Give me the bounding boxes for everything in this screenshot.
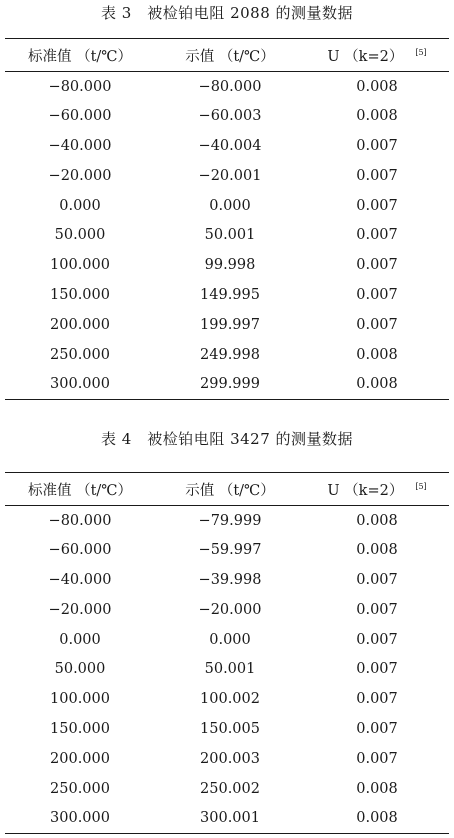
table3: [5, 38, 449, 400]
table3-header-uncertainty-label: U （k=2）: [327, 48, 404, 65]
table-row: [5, 280, 449, 310]
uncertainty-value-cell: 0.007: [356, 316, 398, 333]
table3-body: [5, 72, 449, 400]
table-row: [5, 684, 449, 714]
table4-header-display: 示值 （t/℃）: [155, 473, 305, 506]
uncertainty-value-cell: 0.007: [356, 601, 398, 618]
display-value-cell: 50.001: [204, 227, 256, 244]
table4: [5, 472, 449, 834]
uncertainty-value-cell: 0.008: [305, 369, 449, 399]
display-value-cell: 200.003: [200, 750, 260, 767]
table3-header-standard: 标准值 （t/℃）: [5, 39, 155, 72]
table-row: [5, 369, 449, 399]
display-value-cell: 300.001: [155, 803, 305, 833]
uncertainty-value-cell: 0.007: [356, 720, 398, 737]
standard-value-cell: 100.000: [50, 691, 110, 708]
standard-value-cell: −80.000: [48, 78, 112, 95]
display-value-cell: 0.000: [209, 631, 251, 648]
table4-header-ref: [5]: [415, 481, 427, 491]
display-value-cell: 50.001: [204, 661, 256, 678]
uncertainty-value-cell: 0.007: [356, 750, 398, 767]
display-value-cell: 250.002: [200, 780, 260, 797]
table-row: [5, 220, 449, 250]
display-value-cell: −59.997: [198, 542, 262, 559]
table4-header-uncertainty: [305, 473, 449, 506]
display-value-cell: −39.998: [198, 571, 262, 588]
table4-header-standard: 标准值 （t/℃）: [5, 473, 155, 506]
table3-header-display: 示值 （t/℃）: [155, 39, 305, 72]
table-row: [5, 774, 449, 804]
table-row: [5, 535, 449, 565]
standard-value-cell: −20.000: [48, 167, 112, 184]
uncertainty-value-cell: 0.008: [356, 78, 398, 95]
standard-value-cell: 150.000: [50, 286, 110, 303]
display-value-cell: −20.000: [198, 601, 262, 618]
standard-value-cell: 100.000: [50, 257, 110, 274]
display-value-cell: 100.002: [200, 691, 260, 708]
standard-value-cell: 250.000: [50, 780, 110, 797]
table-row: [5, 803, 449, 833]
uncertainty-value-cell: 0.008: [356, 542, 398, 559]
table-row: [5, 131, 449, 161]
display-value-cell: 99.998: [204, 257, 256, 274]
uncertainty-value-cell: 0.008: [356, 780, 398, 797]
display-value-cell: 249.998: [200, 346, 260, 363]
table4-caption: 表 4 被检铂电阻 3427 的测量数据: [100, 430, 354, 448]
table4-body: [5, 506, 449, 834]
display-value-cell: 299.999: [155, 369, 305, 399]
uncertainty-value-cell: 0.007: [356, 661, 398, 678]
standard-value-cell: 300.000: [5, 369, 155, 399]
standard-value-cell: −40.000: [48, 571, 112, 588]
table-row: [5, 72, 449, 102]
table-row: [5, 101, 449, 131]
table-row: [5, 654, 449, 684]
table4-header-row: [5, 473, 449, 506]
table-row: [5, 310, 449, 340]
display-value-cell: 0.000: [209, 197, 251, 214]
display-value-cell: −79.999: [198, 512, 262, 529]
uncertainty-value-cell: 0.007: [356, 691, 398, 708]
uncertainty-value-cell: 0.007: [356, 197, 398, 214]
standard-value-cell: 0.000: [59, 197, 101, 214]
table4-header-uncertainty-label: U （k=2）: [327, 482, 404, 499]
display-value-cell: 150.005: [200, 720, 260, 737]
uncertainty-value-cell: 0.008: [356, 346, 398, 363]
table-row: [5, 744, 449, 774]
standard-value-cell: 250.000: [50, 346, 110, 363]
uncertainty-value-cell: 0.008: [356, 108, 398, 125]
table-row: [5, 506, 449, 536]
uncertainty-value-cell: 0.007: [356, 631, 398, 648]
uncertainty-value-cell: 0.007: [356, 257, 398, 274]
table-row: [5, 191, 449, 221]
table-row: [5, 595, 449, 625]
uncertainty-value-cell: 0.007: [356, 571, 398, 588]
table3-header-row: [5, 39, 449, 72]
standard-value-cell: −40.000: [48, 137, 112, 154]
standard-value-cell: 50.000: [54, 661, 106, 678]
standard-value-cell: −60.000: [48, 108, 112, 125]
standard-value-cell: 50.000: [54, 227, 106, 244]
standard-value-cell: −80.000: [48, 512, 112, 529]
display-value-cell: −80.000: [198, 78, 262, 95]
standard-value-cell: 300.000: [5, 803, 155, 833]
table-row: [5, 250, 449, 280]
table-row: [5, 714, 449, 744]
display-value-cell: 149.995: [200, 286, 260, 303]
uncertainty-value-cell: 0.008: [356, 512, 398, 529]
uncertainty-value-cell: 0.007: [356, 137, 398, 154]
table3-caption: 表 3 被检铂电阻 2088 的测量数据: [100, 4, 354, 22]
standard-value-cell: 200.000: [50, 316, 110, 333]
display-value-cell: −40.004: [198, 137, 262, 154]
table3-header-ref: [5]: [415, 47, 427, 57]
uncertainty-value-cell: 0.008: [305, 803, 449, 833]
display-value-cell: 199.997: [200, 316, 260, 333]
standard-value-cell: −60.000: [48, 542, 112, 559]
standard-value-cell: 200.000: [50, 750, 110, 767]
standard-value-cell: 150.000: [50, 720, 110, 737]
standard-value-cell: −20.000: [48, 601, 112, 618]
standard-value-cell: 0.000: [59, 631, 101, 648]
uncertainty-value-cell: 0.007: [356, 167, 398, 184]
table3-header-uncertainty: [305, 39, 449, 72]
table-row: [5, 565, 449, 595]
table-row: [5, 161, 449, 191]
uncertainty-value-cell: 0.007: [356, 286, 398, 303]
table-row: [5, 340, 449, 370]
table-row: [5, 625, 449, 655]
uncertainty-value-cell: 0.007: [356, 227, 398, 244]
display-value-cell: −60.003: [198, 108, 262, 125]
display-value-cell: −20.001: [198, 167, 262, 184]
